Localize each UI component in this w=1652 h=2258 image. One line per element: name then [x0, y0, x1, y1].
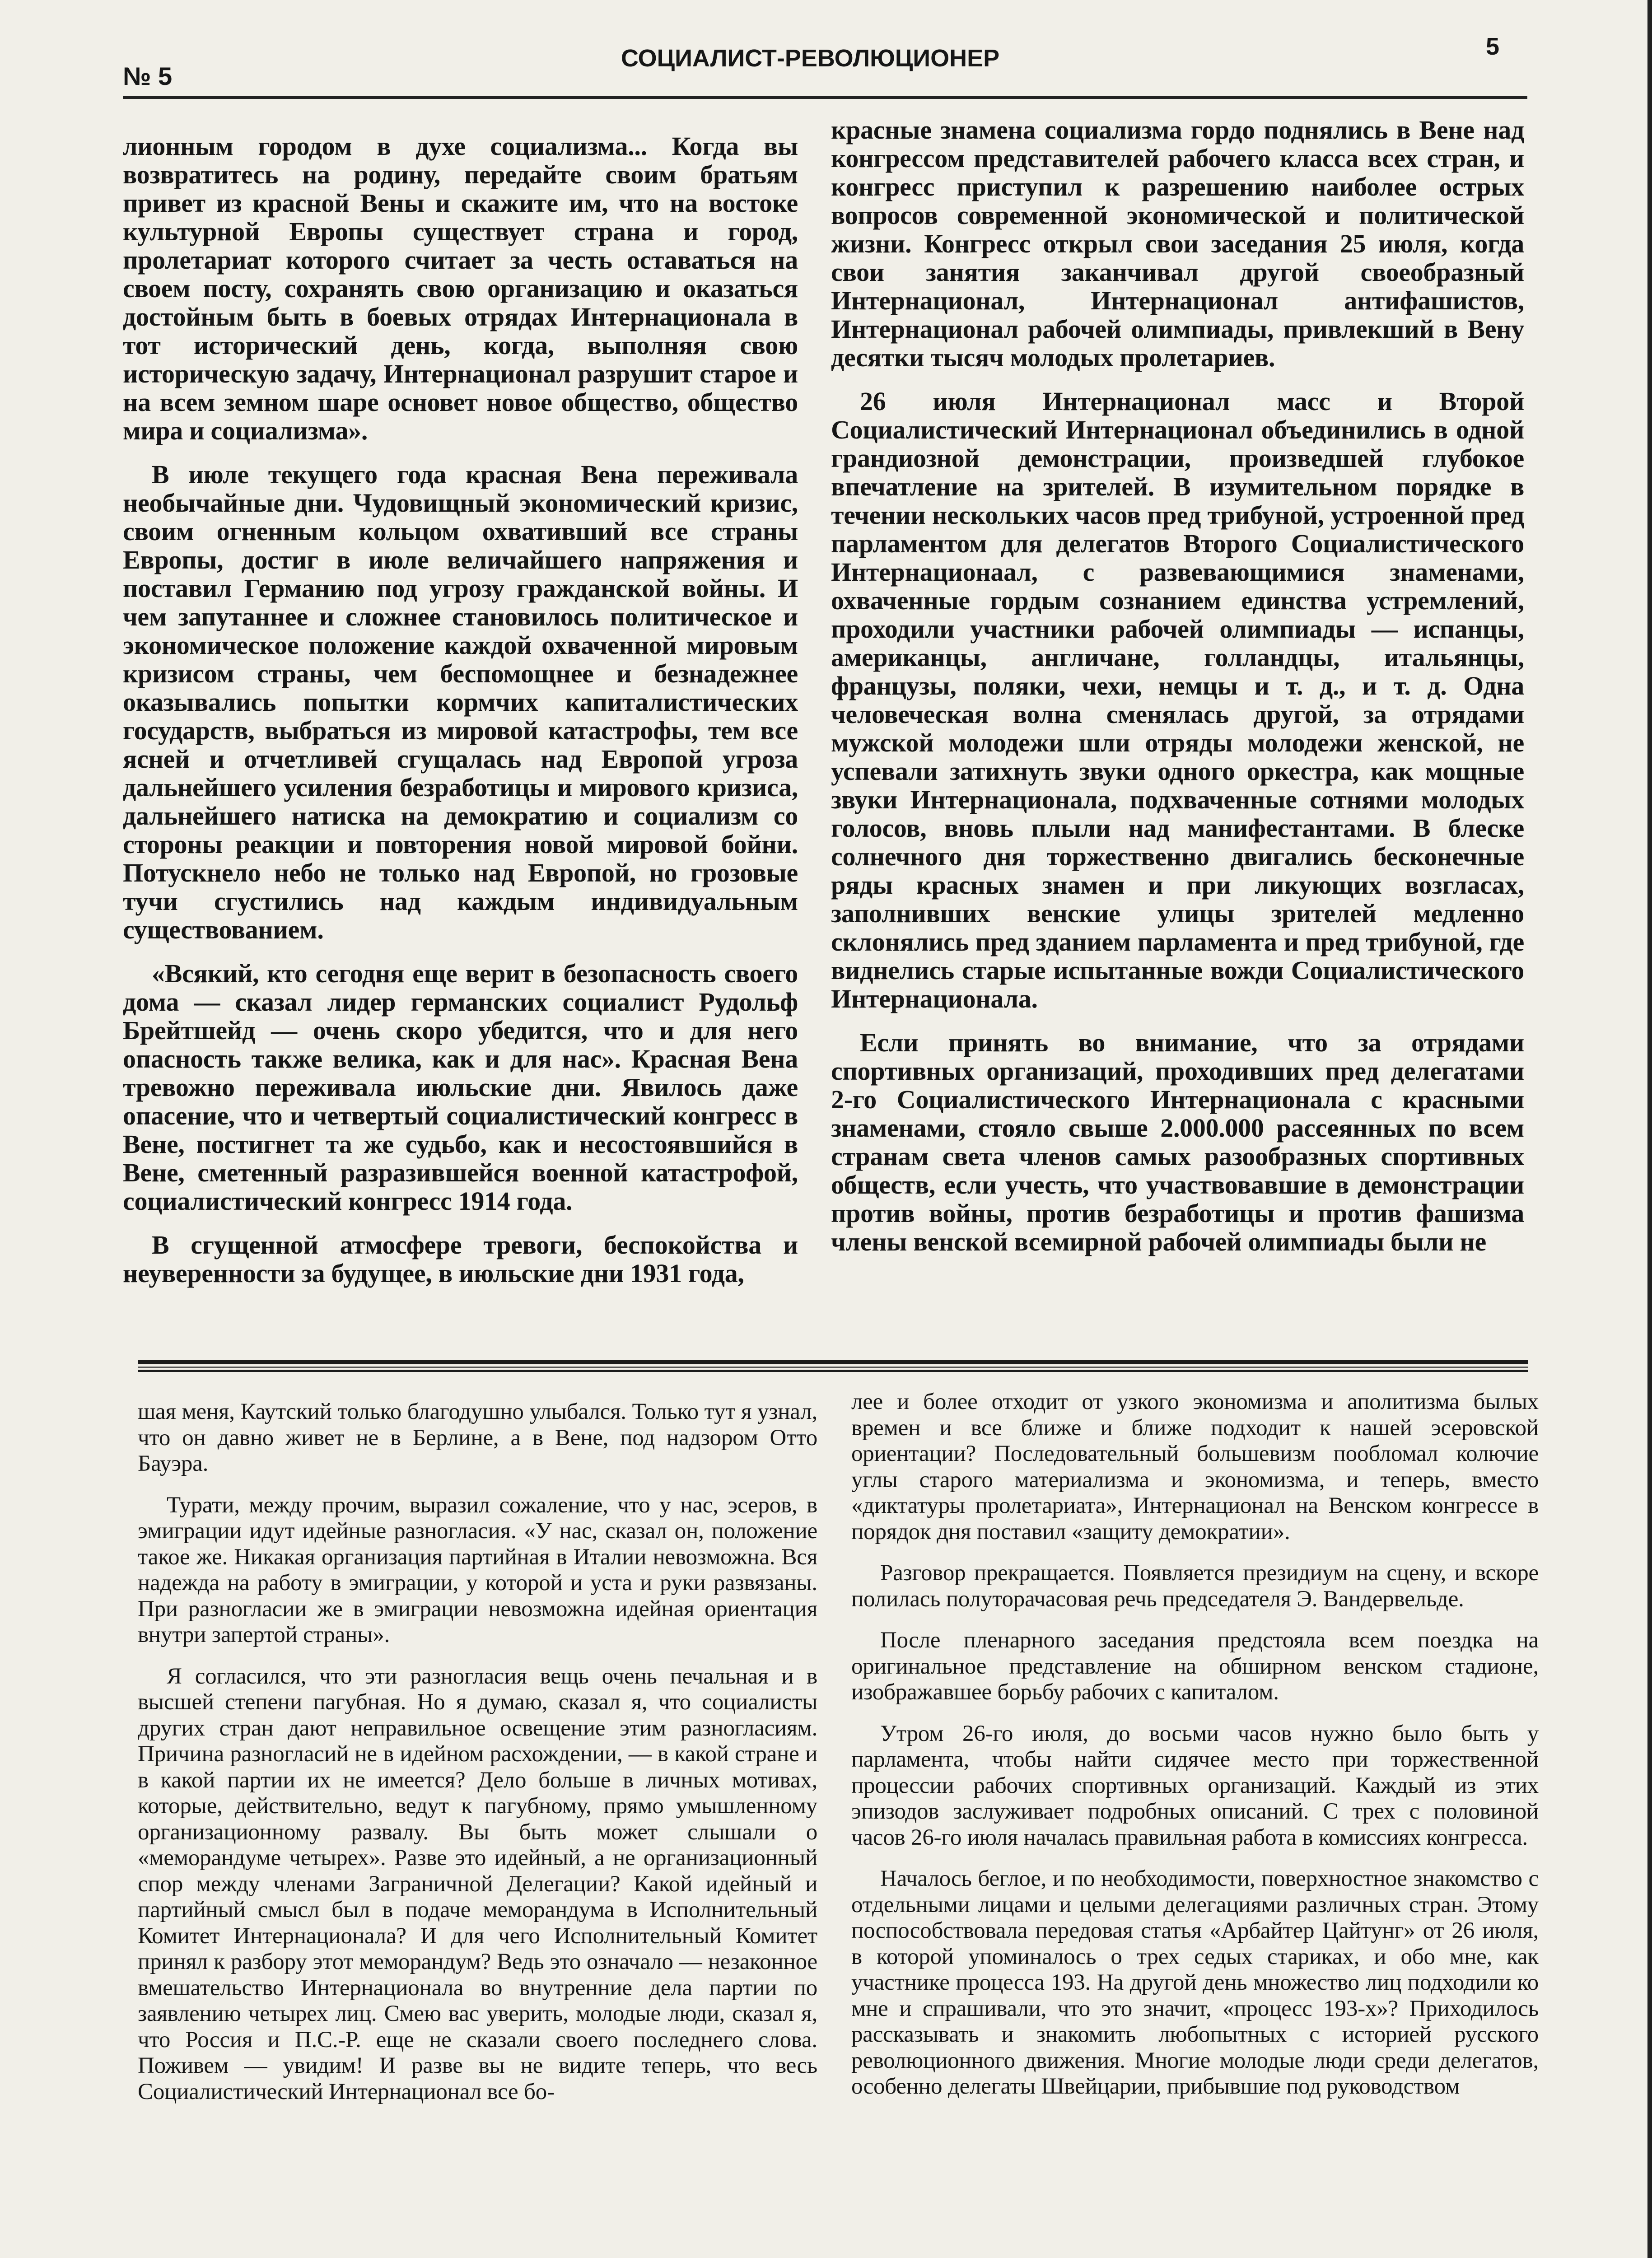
paragraph: Турати, между прочим, выразил сожаление, что у нас, эсеров, в эмиграции идут идейные разногласия. «У нас, сказал он, положение такое же. Никакая организация партийная в Италии невозможна. Вся надежда на работу в эмиграции, у которой и уста и руки развязаны. При разногласии же в эмиграции невозможна идейная ориентация внутри запертой страны». — [138, 1492, 817, 1647]
paragraph: красные знамена социализма гордо поднялись в Вене над конгрессом представителей рабочего класса всех стран, и конгресс приступил к разрешению наиболее острых вопросов современной экономической и политической жизни. Конгресс открыл свои заседания 25 июля, когда свои занятия заканчивал другой своеобразный Интернационал, Интернационал антифашистов, Интернационал рабочей олимпиады, привлекший в Вену десятки тысяч молодых пролетариев. — [831, 115, 1524, 372]
paragraph: В сгущенной атмосфере тревоги, беспокойства и неуверенности за будущее, в июльские дни 1931 года, — [123, 1230, 798, 1288]
page-edge — [1647, 0, 1652, 2258]
paragraph: 26 июля Интернационал масс и Второй Социалистический Интернационал объединились в одной грандиозной демонстрации, произведшей глубокое впечатление на зрителей. В изумительном порядке в течении нескольких часов пред трибуной, устроенной пред парламентом для делегатов Второго Социалистического Интернационаал, с развевающимися знаменами, охваченные гордым сознанием единства устремлений, проходили участники рабочей олимпиады — испанцы, американцы, англичане, голландцы, итальянцы, французы, поляки, чехи, немцы и т. д., и т. д. Одна человеческая волна сменялась другой, за отрядами мужской молодежи шли отряды молодежи женской, не успевали затихнуть звуки одного оркестра, как мощные звуки Интернационала, подхваченные сотнями молодых голосов, вновь плыли над манифестантами. В блеске солнечного дня торжественно двигались бесконечные ряды красных знамен и при ликующих возгласах, заполнивших венские улицы зрителей медленно склонялись пред зданием парламента и пред трибуной, где виднелись старые испытанные вожди Социалистического Интернационала. — [831, 387, 1524, 1013]
bottom-article-left-column — [138, 1399, 817, 2258]
newspaper-title: СОЦИАЛИСТ-РЕВОЛЮЦИОНЕР — [621, 45, 1000, 72]
paragraph: Если принять во внимание, что за отрядами спортивных организаций, проходивших пред делегатами 2-го Социалистического Интернационала с красными знаменами, стояло свыше 2.000.000 рассеянных по всем странам света членов самых разообразных спортивных обществ, если учесть, что участвовавшие в демонстрации против войны, против безработицы и против фашизма члены венской всемирной рабочей олимпиады были не — [831, 1028, 1524, 1256]
header-rule — [123, 96, 1527, 99]
paragraph: лее и более отходит от узкого экономизма и аполитизма былых времен и все ближе и ближе подходит к нашей эсеровской ориентации? Последовательный большевизм пообломал колючие углы старого материализма и экономизма, и теперь, вместо «диктатуры пролетариата», Интернационал на Венском конгрессе в порядок дня поставил «защиту демократии». — [851, 1389, 1539, 1544]
paragraph: Началось беглое, и по необходимости, поверхностное знакомство с отдельными лицами и целыми делегациями различных стран. Этому поспособствовала передовая статья «Арбайтер Цайтунг» от 26 июля, в которой упоминалось о трех седых стариках, и обо мне, как участнике процесса 193. На другой день множество лиц подходили ко мне и спрашивали, что это значит, «процесс 193-х»? Приходилось рассказывать и знакомить любопытных с историей русского революционного движения. Многие молодые люди среди делегатов, особенно делегаты Швейцарии, прибывшие под руководством — [851, 1866, 1539, 2099]
issue-number: № 5 — [123, 62, 173, 90]
paragraph: лионным городом в духе социализма... Когда вы возвратитесь на родину, передайте своим братьям привет из красной Вены и скажите им, что на востоке культурной Европы существует страна и город, пролетариат которого считает за честь оставаться на своем посту, сохранять свою организацию и оказаться достойным быть в боевых отрядах Интернационала в тот исторический день, когда, выполняя свою историческую задачу, Интернационал разрушит старое и на всем земном шаре основет новое общество, общество мира и социализма». — [123, 131, 798, 445]
paragraph: Я согласился, что эти разногласия вещь очень печальная и в высшей степени пагубная. Но я думаю, сказал я, что социалисты других стран дают неправильное освещение этим разногласиям. Причина разногласий не в идейном расхождении, — в какой стране и в какой партии их не имеется? Дело больше в личных мотивах, которые, действительно, ведут к пагубному, прямо умышленному организационному развалу. Вы быть может слышали о «меморандуме четырех». Разве это идейный, а не организационный спор между членами Заграничной Делегации? Какой идейный и партийный смысл был в подаче меморандума в Исполнительный Комитет Интернационала? И для чего Исполнительный Комитет принял к разбору этот меморандум? Ведь это означало — незаконное вмешательство Интернационала во внутренние дела партии по заявлению четырех лиц. Смею вас уверить, молодые люди, сказал я, что Россия и П.С.-Р. еще не сказали своего последнего слова. Поживем — увидим! И разве вы не видите теперь, что весь Социалистический Интернационал все бо- — [138, 1663, 817, 2104]
paragraph: В июле текущего года красная Вена переживала необычайные дни. Чудовищный экономический кризис, своим огненным кольцом охвативший все страны Европы, достиг в июле величайшего напряжения и поставил Германию под угрозу гражданской войны. И чем запутаннее и сложнее становилось политическое и экономическое положение каждой охваченной мировым кризисом страны, чем беспомощнее и безнадежнее оказывались попытки кормчих капиталистических государств, выбраться из мировой катастрофы, тем все ясней и отчетливей сгущалась над Европой угроза дальнейшего усиления безработицы и мирового кризиса, дальнейшего натиска на демократию и социализм со стороны реакции и повторения новой мировой бойни. Потускнело небо не только над Европой, но грозовые тучи сгустились над каждым индивидуальным существованием. — [123, 460, 798, 944]
section-divider — [138, 1360, 1528, 1372]
top-article-right-column — [831, 116, 1524, 1335]
paragraph: шая меня, Каутский только благодушно улыбался. Только тут я узнал, что он давно живет не в Берлине, а в Вене, под надзором Отто Бауэра. — [138, 1399, 817, 1476]
paragraph: Разговор прекращается. Появляется президиум на сцену, и вскоре полилась полуторачасовая речь председателя Э. Вандервельде. — [851, 1560, 1539, 1612]
page-number: 5 — [1486, 33, 1500, 60]
bottom-article-right-column — [851, 1389, 1539, 2258]
top-article-left-column — [123, 132, 798, 1342]
paragraph: Утром 26-го июля, до восьми часов нужно было быть у парламента, чтобы найти сидячее место при торжественной процессии рабочих спортивных организаций. Каждый из этих эпизодов заслуживает подробных описаний. С трех с половиной часов 26-го июля началась правильная работа в комиссиях конгресса. — [851, 1721, 1539, 1850]
paragraph: После пленарного заседания предстояла всем поездка на оригинальное представление на обширном венском стадионе, изображавшее борьбу рабочих с капиталом. — [851, 1628, 1539, 1705]
paragraph: «Всякий, кто сегодня еще верит в безопасность своего дома — сказал лидер германских социалист Рудольф Брейтшейд — очень скоро убедится, что и для него опасность также велика, как и для нас». Красная Вена тревожно переживала июльские дни. Явилось даже опасение, что и четвертый социалистический конгресс в Вене, постигнет та же судьбо, как и несостоявшийся в Вене, сметенный разразившейся военной катастрофой, социалистический конгресс 1914 года. — [123, 959, 798, 1216]
